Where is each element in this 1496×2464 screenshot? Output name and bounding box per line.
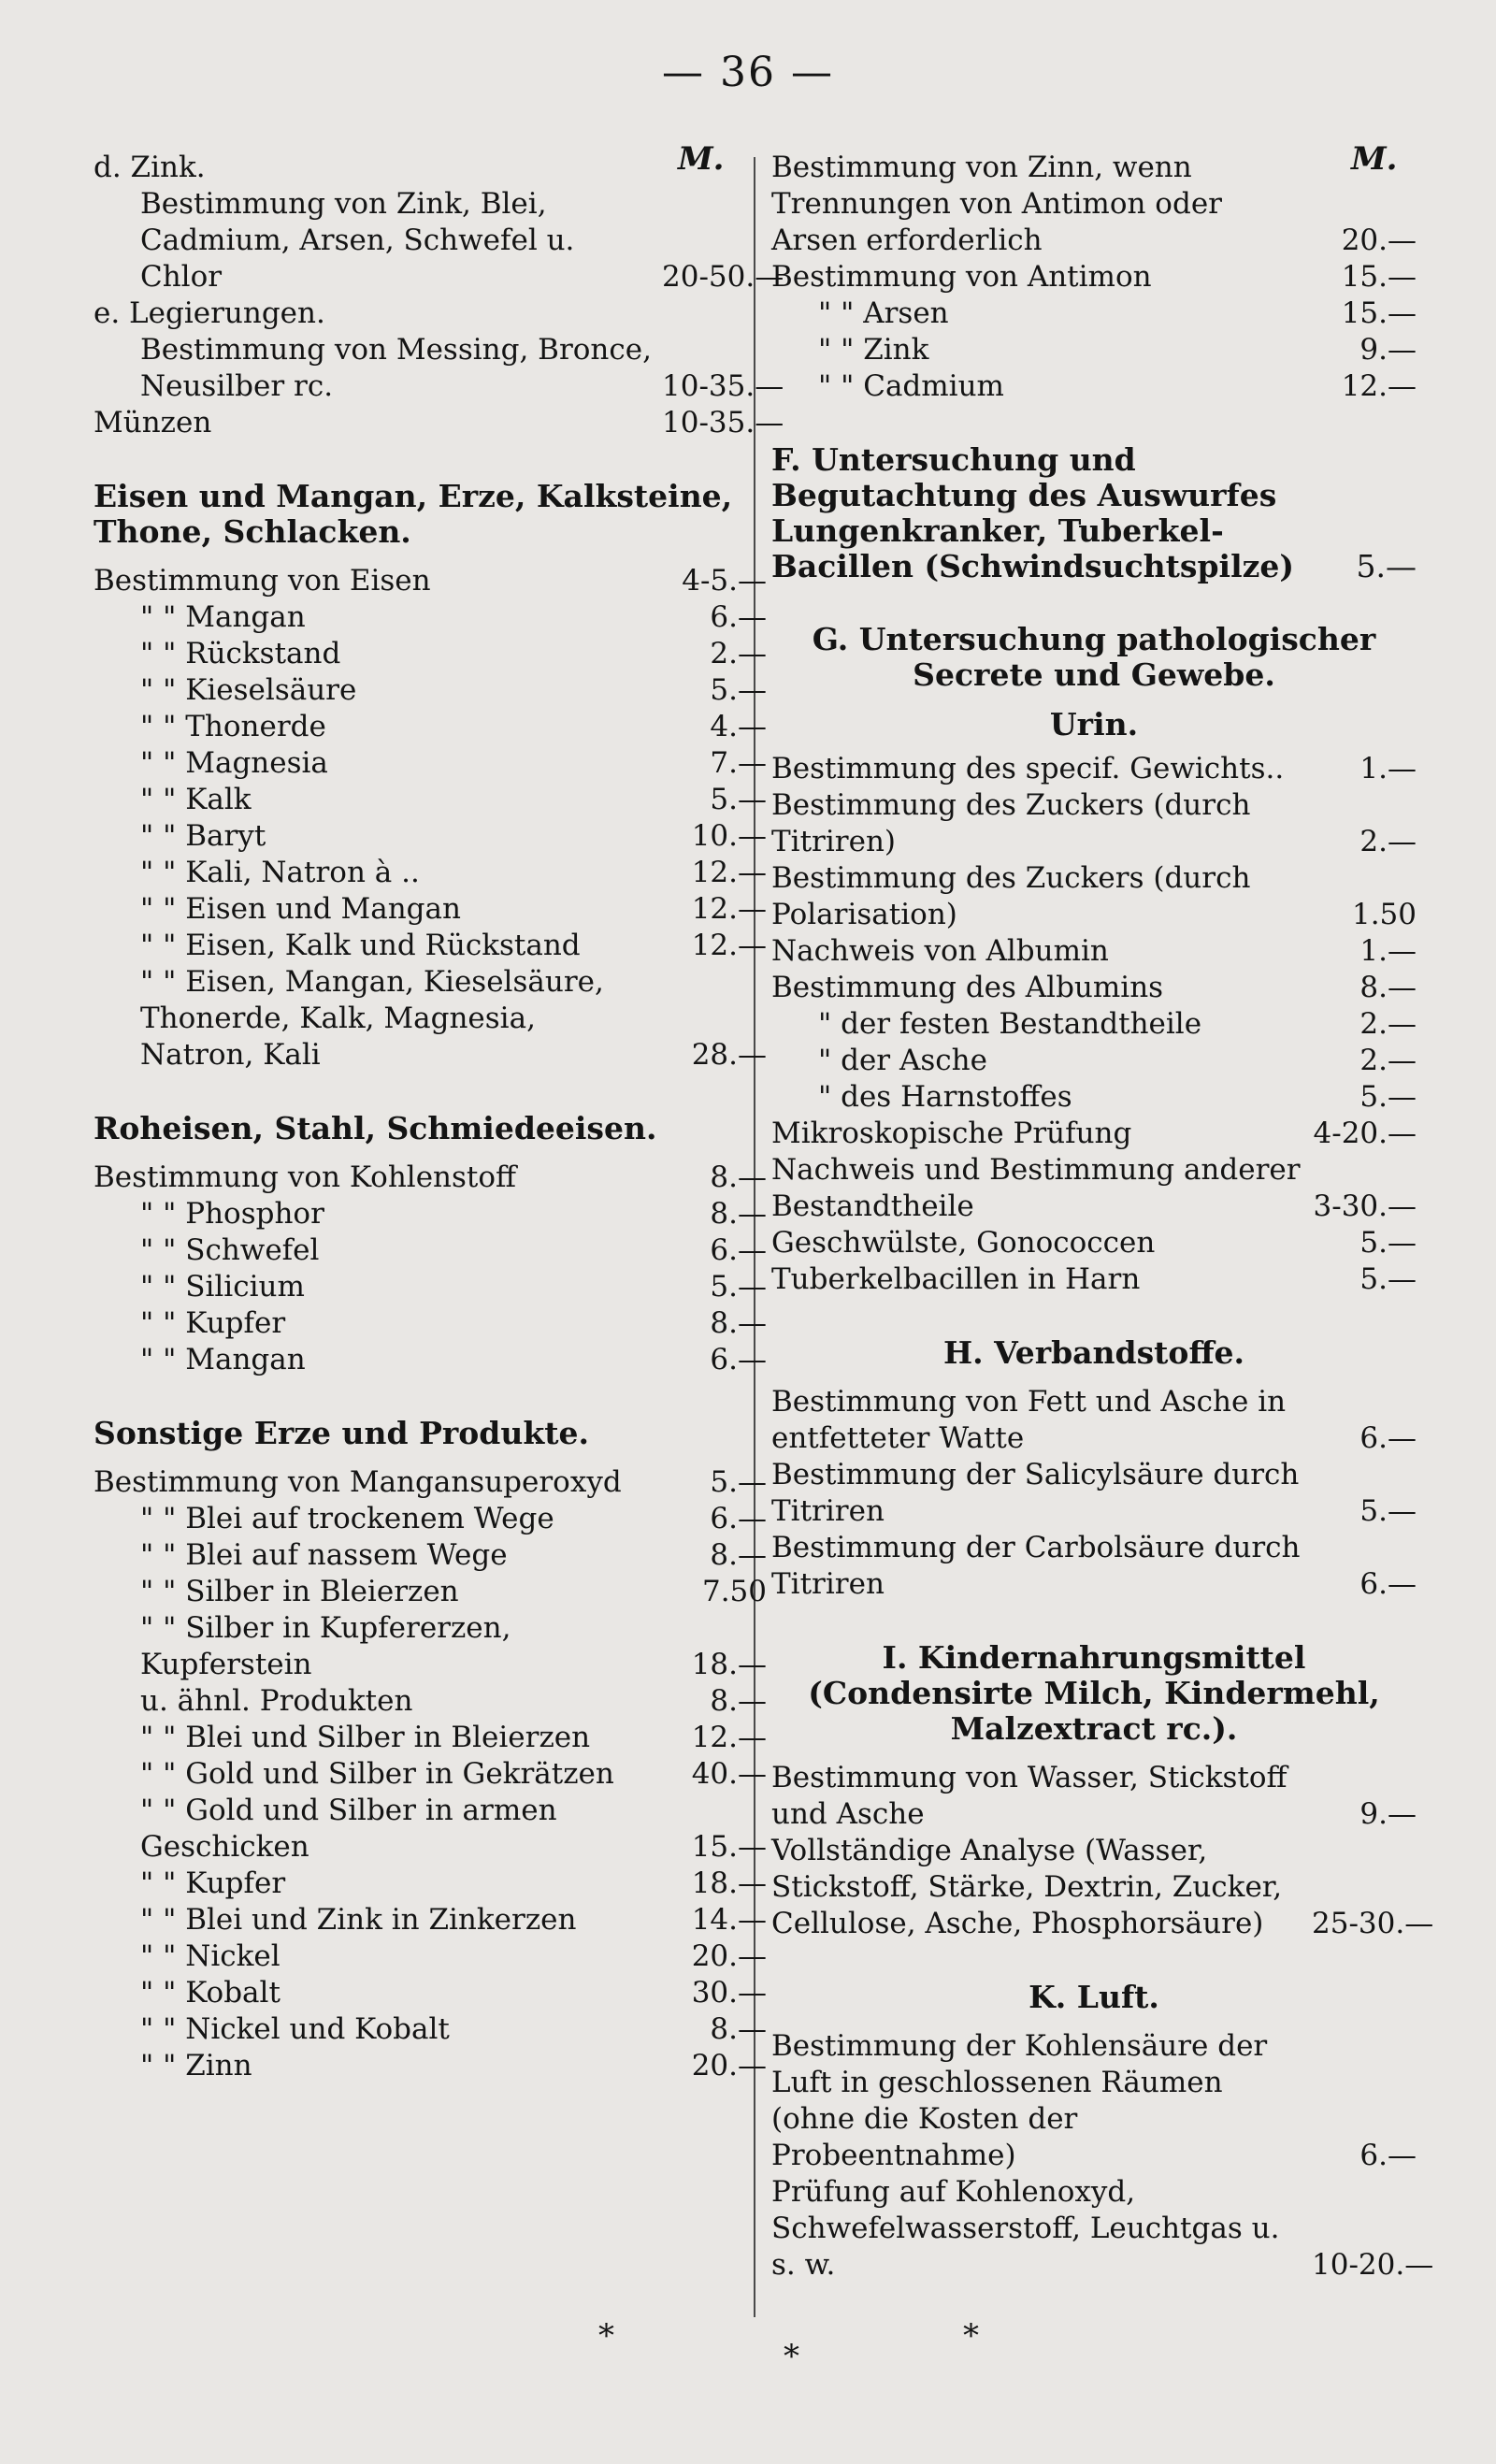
entry-price: 5.—: [1359, 1226, 1417, 1260]
entry-text: Bestimmung von Antimon: [771, 260, 1152, 294]
entry-price: 5.—: [1359, 1262, 1417, 1296]
entry-text: " " Nickel und Kobalt: [140, 2012, 450, 2046]
entry-price: 2.—: [1359, 825, 1417, 858]
price-entry: [94, 1610, 767, 1683]
entry-price: 6.—: [710, 1502, 767, 1535]
entry-price: 6.—: [710, 600, 767, 634]
entry-text: Münzen: [94, 406, 212, 439]
price-entry: [94, 1938, 767, 1975]
entry-price: 15.—: [691, 1830, 767, 1864]
section-heading: G. Untersuchung pathologischer Secrete und Gewebe.: [812, 621, 1376, 693]
price-entry: [94, 1793, 767, 1866]
entry-price: 12.—: [1341, 369, 1417, 403]
entry-price: 28.—: [691, 1038, 767, 1072]
entry-text: e. Legierungen.: [94, 296, 325, 330]
price-entry: [94, 563, 767, 599]
entry-text: " " Thonerde: [140, 710, 326, 743]
price-entry: [94, 1866, 767, 1902]
entry-price: 25-30.—: [1312, 1907, 1434, 1940]
price-entry: [94, 1756, 767, 1793]
entry-text: " " Eisen, Mangan, Kieselsäure, Thonerde, Kalk, Magnesia, Natron, Kali: [140, 965, 604, 1072]
price-entry: [771, 1225, 1417, 1261]
entry-price: 15.—: [1341, 260, 1417, 294]
entry-price: 7.50: [701, 1575, 767, 1608]
price-entry: [771, 1261, 1417, 1298]
entry-price: 10-20.—: [1312, 2248, 1434, 2282]
entry-text: Bestimmung von Wasser, Stickstoff und Asche: [771, 1761, 1287, 1831]
entry-text: " des Harnstoffes: [818, 1080, 1072, 1114]
entry-text: " " Blei auf trockenem Wege: [140, 1502, 554, 1535]
price-entry: [771, 1043, 1417, 1079]
entry-price: 40.—: [691, 1757, 767, 1791]
price-entry: [771, 1079, 1417, 1116]
entry-text: Prüfung auf Kohlenoxyd, Schwefelwasserstoff, Leuchtgas u. s. w.: [771, 2175, 1280, 2282]
section-heading: I. Kindernahrungsmittel (Condensirte Milch, Kindermehl, Malzextract rc.).: [808, 1639, 1380, 1747]
price-entry: [771, 2028, 1417, 2174]
entry-text: " " Zinn: [140, 2049, 252, 2082]
footer-mark: *: [784, 2338, 799, 2375]
price-entry: [94, 150, 767, 186]
price-entry: [771, 1116, 1417, 1152]
price-entry: [94, 928, 767, 964]
entry-text: u. ähnl. Produkten: [140, 1684, 413, 1718]
entry-price: 2.—: [1359, 1044, 1417, 1077]
entry-price: 15.—: [1341, 296, 1417, 330]
price-entry: [94, 2048, 767, 2084]
entry-text: " " Mangan: [140, 1343, 306, 1376]
section-heading: H. Verbandstoffe.: [942, 1334, 1245, 1371]
entry-text: Bestimmung von Mangansuperoxyd: [94, 1465, 622, 1499]
price-entry: [771, 1833, 1434, 1942]
left-column: [94, 150, 784, 2097]
entry-price: 6.—: [710, 1233, 767, 1267]
price-entry: [771, 259, 1417, 295]
entry-price: 10-35.—: [662, 406, 784, 439]
price-section: [94, 479, 767, 1073]
entry-price: 20-50.—: [662, 260, 784, 294]
price-entry: [771, 2174, 1434, 2284]
entry-text: Bestimmung von Eisen: [94, 564, 431, 598]
entry-text: Bestimmung von Kohlenstoff: [94, 1160, 517, 1194]
entry-text: " " Blei und Zink in Zinkerzen: [140, 1903, 577, 1937]
entry-price: 12.—: [691, 856, 767, 889]
entry-price: 8.—: [710, 1197, 767, 1231]
entry-price: 5.—: [710, 1465, 767, 1499]
price-entry: [94, 405, 784, 441]
entry-price: 7.—: [710, 746, 767, 780]
price-section: [771, 442, 1417, 584]
currency-mark-left: M.: [678, 140, 725, 178]
entry-price: 2.—: [1359, 1007, 1417, 1041]
price-entry: [94, 1537, 767, 1574]
entry-text: " " Silber in Bleierzen: [140, 1575, 459, 1608]
price-section: [771, 622, 1417, 1298]
entry-text: " " Eisen, Kalk und Rückstand: [140, 929, 581, 962]
entry-price: 1.50: [1351, 898, 1417, 931]
section-heading: Eisen und Mangan, Erze, Kalksteine, Thone, Schlacken.: [94, 478, 733, 550]
entry-text: " " Eisen und Mangan: [140, 892, 461, 926]
entry-text: " " Kali, Natron à ..: [140, 856, 420, 889]
price-entry: [94, 1305, 767, 1342]
entry-text: Nachweis von Albumin: [771, 934, 1109, 968]
entry-text: " " Mangan: [140, 600, 306, 634]
entry-text: " " Cadmium: [818, 369, 1004, 403]
price-entry: [94, 186, 784, 295]
price-entry: [94, 709, 767, 745]
entry-text: d. Zink.: [94, 151, 206, 184]
price-entry: [94, 855, 767, 891]
price-entry: [94, 599, 767, 636]
entry-text: " " Blei und Silber in Bleierzen: [140, 1721, 591, 1754]
entry-price: 8.—: [710, 1538, 767, 1572]
price-entry: [771, 860, 1417, 933]
price-entry: [771, 787, 1417, 860]
entry-text: " " Kobalt: [140, 1976, 280, 2010]
price-entry: [771, 295, 1417, 332]
right-column: [771, 150, 1434, 2297]
entry-text: " " Phosphor: [140, 1197, 324, 1231]
footer-mark: *: [963, 2317, 979, 2355]
section-heading: Roheisen, Stahl, Schmiedeeisen.: [94, 1110, 657, 1146]
entry-price: 4.—: [710, 710, 767, 743]
section-price: 5.—: [1356, 548, 1417, 584]
entry-price: 9.—: [1359, 333, 1417, 367]
entry-text: Geschwülste, Gonococcen: [771, 1226, 1156, 1260]
entry-text: Bestimmung von Fett und Asche in entfetteter Watte: [771, 1385, 1287, 1455]
price-entry: [94, 636, 767, 672]
entry-price: 6.—: [1359, 1567, 1417, 1601]
price-entry: [771, 1760, 1417, 1833]
entry-price: 20.—: [691, 1939, 767, 1973]
price-entry: [94, 1720, 767, 1756]
entry-text: " " Nickel: [140, 1939, 280, 1973]
entry-price: 30.—: [691, 1976, 767, 2010]
price-entry: [94, 1196, 767, 1232]
price-section: [771, 1639, 1434, 1942]
entry-price: 8.—: [710, 1306, 767, 1340]
price-section: [771, 150, 1417, 405]
entry-text: Tuberkelbacillen in Harn: [771, 1262, 1141, 1296]
price-entry: [94, 964, 767, 1073]
price-entry: [771, 150, 1417, 259]
price-entry: [771, 1006, 1417, 1043]
price-section: [94, 1111, 767, 1378]
price-entry: [771, 1152, 1417, 1225]
price-entry: [94, 891, 767, 928]
price-section: [771, 1979, 1434, 2284]
entry-text: Bestimmung der Salicylsäure durch Titriren: [771, 1458, 1300, 1528]
price-entry: [94, 782, 767, 818]
entry-price: 8.—: [710, 1684, 767, 1718]
entry-price: 1.—: [1359, 752, 1417, 785]
entry-text: " " Kupfer: [140, 1866, 286, 1900]
entry-price: 5.—: [710, 673, 767, 707]
price-entry: [94, 1574, 767, 1610]
entry-text: " " Magnesia: [140, 746, 328, 780]
price-entry: [771, 970, 1417, 1006]
price-entry: [771, 933, 1417, 970]
price-entry: [94, 1975, 767, 2011]
price-entry: [771, 1530, 1417, 1603]
entry-text: " der Asche: [818, 1044, 987, 1077]
price-entry: [94, 2011, 767, 2048]
price-entry: [771, 332, 1417, 368]
price-entry: [94, 1232, 767, 1269]
price-entry: [94, 1902, 767, 1938]
entry-price: 8.—: [710, 1160, 767, 1194]
entry-price: 20.—: [1341, 223, 1417, 257]
entry-price: 18.—: [691, 1648, 767, 1681]
entry-text: Vollständige Analyse (Wasser, Stickstoff, Stärke, Dextrin, Zucker, Cellulose, Asche, Phosphorsäure): [771, 1834, 1283, 1940]
entry-text: " " Silber in Kupfererzen, Kupferstein: [140, 1611, 511, 1681]
entry-text: Bestimmung von Messing, Bronce, Neusilber rc.: [140, 333, 652, 403]
entry-price: 2.—: [710, 637, 767, 670]
price-entry: [771, 368, 1417, 405]
entry-text: " " Schwefel: [140, 1233, 320, 1267]
price-entry: [94, 1160, 767, 1196]
price-entry: [94, 672, 767, 709]
section-heading-text: F. Untersuchung und Begutachtung des Auswurfes Lungenkranker, Tuberkel-Bacillen (Schwindsuchtspilze): [771, 441, 1294, 584]
entry-price: 1.—: [1359, 934, 1417, 968]
price-entry: [94, 818, 767, 855]
entry-text: " " Blei auf nassem Wege: [140, 1538, 508, 1572]
price-entry: [94, 1501, 767, 1537]
entry-text: " " Baryt: [140, 819, 266, 853]
entry-price: 8.—: [1359, 971, 1417, 1004]
entry-price: 4-20.—: [1313, 1117, 1417, 1150]
page-number: — 36 —: [662, 49, 834, 96]
entry-price: 12.—: [691, 892, 767, 926]
price-entry: [771, 1457, 1417, 1530]
entry-text: Bestimmung der Kohlensäure der Luft in geschlossenen Räumen (ohne die Kosten der Probeentnahme): [771, 2029, 1268, 2172]
entry-text: " " Arsen: [818, 296, 949, 330]
price-entry: [94, 1342, 767, 1378]
entry-text: Nachweis und Bestimmung anderer Bestandtheile: [771, 1153, 1301, 1223]
entry-text: Bestimmung von Zink, Blei, Cadmium, Arsen, Schwefel u. Chlor: [140, 187, 575, 294]
entry-text: " " Kieselsäure: [140, 673, 357, 707]
entry-price: 8.—: [710, 2012, 767, 2046]
entry-text: Bestimmung der Carbolsäure durch Titriren: [771, 1531, 1301, 1601]
entry-text: " " Gold und Silber in Gekrätzen: [140, 1757, 614, 1791]
entry-text: " der festen Bestandtheile: [818, 1007, 1202, 1041]
footer-mark: *: [598, 2317, 614, 2355]
price-entry: [94, 745, 767, 782]
entry-text: Bestimmung des Zuckers (durch Polarisation): [771, 861, 1251, 931]
entry-price: 5.—: [1359, 1494, 1417, 1528]
section-heading: Sonstige Erze und Produkte.: [94, 1415, 589, 1451]
entry-price: 9.—: [1359, 1797, 1417, 1831]
entry-price: 18.—: [691, 1866, 767, 1900]
entry-text: Bestimmung des Zuckers (durch Titriren): [771, 788, 1251, 858]
entry-price: 6.—: [1359, 1421, 1417, 1455]
price-section: [94, 150, 784, 441]
entry-price: 10-35.—: [662, 369, 784, 403]
entry-text: " " Rückstand: [140, 637, 341, 670]
section-heading: K. Luft.: [1028, 1979, 1159, 2015]
entry-text: " " Silicium: [140, 1270, 305, 1304]
entry-text: Bestimmung von Zinn, wenn Trennungen von Antimon oder Arsen erforderlich: [771, 151, 1222, 257]
entry-price: 4-5.—: [682, 564, 767, 598]
entry-text: Bestimmung des specif. Gewichts..: [771, 752, 1285, 785]
currency-mark-right: M.: [1351, 140, 1398, 178]
entry-price: 5.—: [710, 783, 767, 816]
price-entry: [771, 1384, 1417, 1457]
entry-price: 10.—: [691, 819, 767, 853]
entry-price: 6.—: [710, 1343, 767, 1376]
price-section: [771, 1335, 1417, 1603]
entry-text: Mikroskopische Prüfung: [771, 1117, 1132, 1150]
entry-text: " " Gold und Silber in armen Geschicken: [140, 1794, 557, 1864]
entry-text: " " Zink: [818, 333, 929, 367]
price-entry: [94, 1683, 767, 1720]
entry-price: 20.—: [691, 2049, 767, 2082]
section-subheading: Urin.: [1049, 706, 1139, 742]
entry-price: 14.—: [691, 1903, 767, 1937]
price-entry: [94, 332, 784, 405]
entry-price: 12.—: [691, 1721, 767, 1754]
price-section: [94, 1416, 767, 2084]
entry-price: 5.—: [710, 1270, 767, 1304]
entry-text: " " Kalk: [140, 783, 252, 816]
section-heading: [771, 442, 1417, 584]
entry-text: " " Kupfer: [140, 1306, 286, 1340]
price-entry: [94, 295, 767, 332]
price-entry: [771, 751, 1417, 787]
price-entry: [94, 1269, 767, 1305]
entry-price: 12.—: [691, 929, 767, 962]
entry-price: 5.—: [1359, 1080, 1417, 1114]
entry-price: 6.—: [1359, 2139, 1417, 2172]
entry-text: Bestimmung des Albumins: [771, 971, 1164, 1004]
entry-price: 3-30.—: [1313, 1189, 1417, 1223]
price-entry: [94, 1464, 767, 1501]
